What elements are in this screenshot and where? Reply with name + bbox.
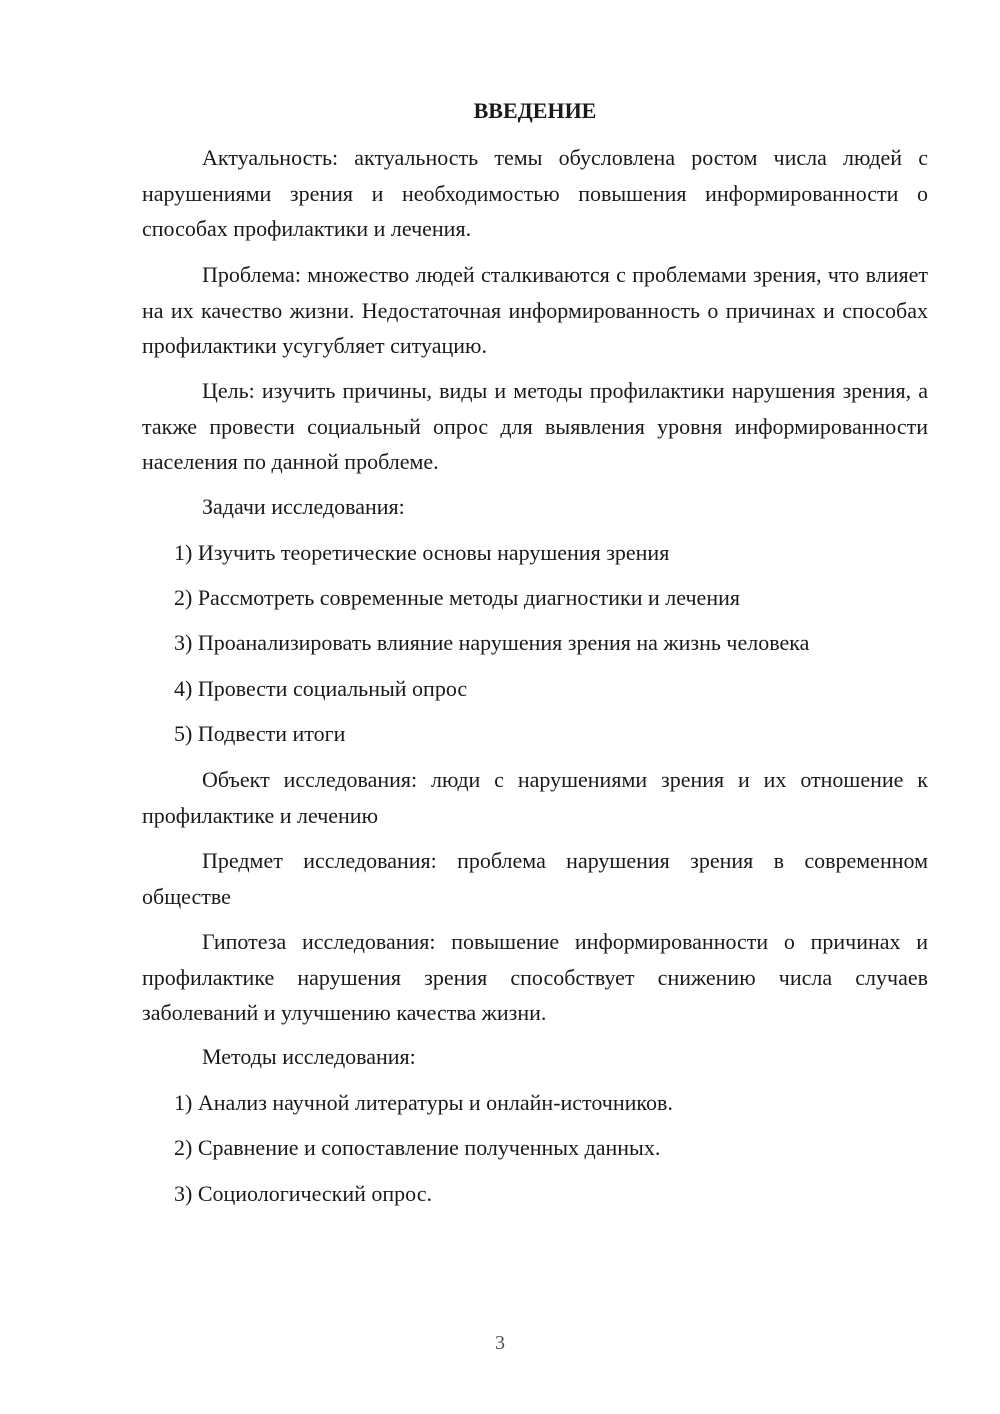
page-number: 3 — [495, 1332, 505, 1354]
task-item: 3) Проанализировать влияние нарушения зрения на жизнь человека — [174, 630, 810, 655]
task-item: 2) Рассмотреть современные методы диагностики и лечения — [174, 585, 740, 610]
tasks-heading: Задачи исследования: — [202, 494, 405, 519]
methods-heading: Методы исследования: — [202, 1044, 416, 1069]
method-item: 2) Сравнение и сопоставление полученных данных. — [174, 1135, 661, 1160]
method-item: 3) Социологический опрос. — [174, 1181, 432, 1206]
problem-paragraph: Проблема: множество людей сталкиваются с проблемами зрения, что влияет на их качество жизни. Недостаточная информированность о причинах и способах профилактики усугубляет ситуацию. — [142, 262, 928, 358]
hypothesis-paragraph: Гипотеза исследования: повышение информированности о причинах и профилактике нарушения зрения способствует снижению числа случаев заболеваний и улучшению качества жизни. — [142, 929, 928, 1025]
task-item: 4) Провести социальный опрос — [174, 676, 468, 701]
task-item: 5) Подвести итоги — [174, 721, 346, 746]
page-title: ВВЕДЕНИЕ — [473, 98, 597, 123]
task-item: 1) Изучить теоретические основы нарушения зрения — [174, 540, 670, 565]
method-item: 1) Анализ научной литературы и онлайн-источников. — [174, 1090, 673, 1115]
subject-paragraph: Предмет исследования: проблема нарушения зрения в современном обществе — [142, 848, 928, 909]
object-paragraph: Объект исследования: люди с нарушениями зрения и их отношение к профилактике и лечению — [142, 767, 928, 828]
goal-paragraph: Цель: изучить причины, виды и методы профилактики нарушения зрения, а также провести социальный опрос для выявления уровня информированности населения по данной проблеме. — [142, 378, 928, 474]
relevance-paragraph: Актуальность: актуальность темы обусловлена ростом числа людей с нарушениями зрения и необходимостью повышения информированности о способах профилактики и лечения. — [142, 145, 928, 241]
